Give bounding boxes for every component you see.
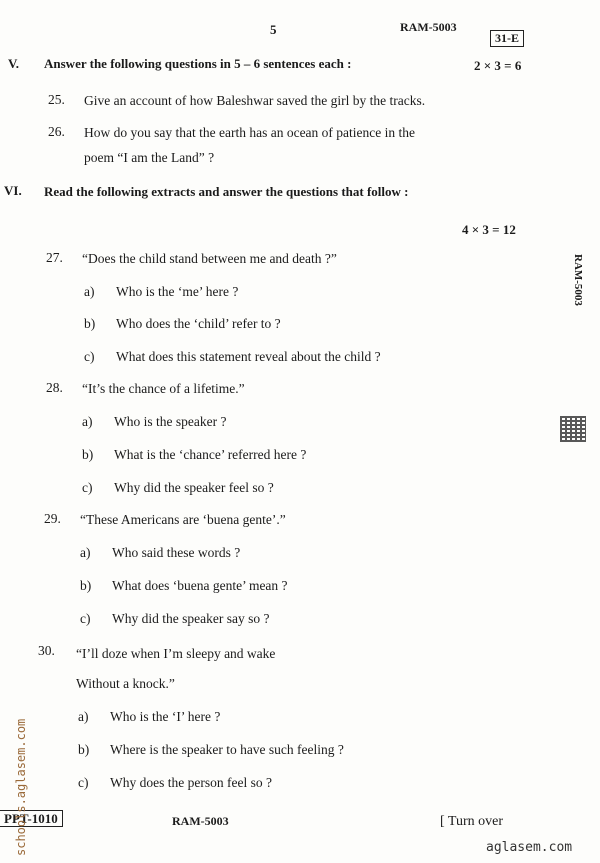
sub-label: c) bbox=[82, 480, 93, 495]
question-number: 30. bbox=[38, 643, 55, 658]
sub-label: a) bbox=[84, 284, 95, 299]
vertical-watermark: schools.aglasem.com bbox=[14, 718, 28, 856]
sub-question: Why does the person feel so ? bbox=[110, 775, 272, 790]
sub-label: a) bbox=[80, 545, 91, 560]
sub-label: c) bbox=[78, 775, 89, 790]
question-number: 29. bbox=[44, 511, 61, 526]
section-vi-marks: 4 × 3 = 12 bbox=[462, 222, 516, 237]
question-number: 27. bbox=[46, 250, 63, 265]
sub-question: Who is the speaker ? bbox=[114, 414, 227, 429]
sub-question: Who is the ‘me’ here ? bbox=[116, 284, 239, 299]
section-v-instruction: Answer the following questions in 5 – 6 sentences each : bbox=[44, 56, 352, 71]
sub-question: Who said these words ? bbox=[112, 545, 241, 560]
section-v-numeral: V. bbox=[8, 56, 19, 71]
sub-question: What does this statement reveal about the child ? bbox=[116, 349, 381, 364]
sub-question: Why did the speaker feel so ? bbox=[114, 480, 274, 495]
question-text: Give an account of how Baleshwar saved the girl by the tracks. bbox=[84, 93, 426, 108]
extract-text: “I’ll doze when I’m sleepy and wake bbox=[76, 646, 276, 661]
sub-question: What does ‘buena gente’ mean ? bbox=[112, 578, 288, 593]
extract-text: “Does the child stand between me and death ?” bbox=[82, 251, 337, 266]
sub-label: b) bbox=[82, 447, 94, 462]
sub-label: b) bbox=[78, 742, 90, 757]
extract-text-cont: Without a knock.” bbox=[76, 676, 175, 691]
side-paper-code: RAM-5003 bbox=[572, 254, 584, 306]
sub-label: a) bbox=[78, 709, 89, 724]
question-text-cont: poem “I am the Land” ? bbox=[84, 150, 215, 165]
section-vi-numeral: VI. bbox=[4, 183, 22, 198]
sub-question: Who is the ‘I’ here ? bbox=[110, 709, 221, 724]
sub-label: c) bbox=[80, 611, 91, 626]
footer-left-code: PPT-1010 bbox=[0, 810, 63, 827]
sub-label: c) bbox=[84, 349, 95, 364]
extract-text: “It’s the chance of a lifetime.” bbox=[82, 381, 245, 396]
version-box: 31-E bbox=[490, 30, 524, 47]
page-number: 5 bbox=[270, 22, 277, 37]
paper-code-header: RAM-5003 bbox=[400, 20, 457, 34]
footer-center-code: RAM-5003 bbox=[172, 814, 229, 828]
turn-over-note: [ Turn over bbox=[440, 814, 504, 829]
section-v-marks: 2 × 3 = 6 bbox=[474, 58, 522, 73]
question-number: 28. bbox=[46, 380, 63, 395]
question-number: 25. bbox=[48, 92, 65, 107]
bottom-watermark: aglasem.com bbox=[486, 840, 573, 855]
question-text: How do you say that the earth has an ocean of patience in the bbox=[84, 125, 416, 140]
sub-label: a) bbox=[82, 414, 93, 429]
sub-label: b) bbox=[84, 316, 96, 331]
extract-text: “These Americans are ‘buena gente’.” bbox=[80, 512, 286, 527]
qr-code-icon bbox=[560, 416, 586, 442]
sub-question: Why did the speaker say so ? bbox=[112, 611, 270, 626]
sub-question: Where is the speaker to have such feeling ? bbox=[110, 742, 344, 757]
sub-question: What is the ‘chance’ referred here ? bbox=[114, 447, 307, 462]
question-number: 26. bbox=[48, 124, 65, 139]
sub-question: Who does the ‘child’ refer to ? bbox=[116, 316, 281, 331]
sub-label: b) bbox=[80, 578, 92, 593]
section-vi-instruction: Read the following extracts and answer the questions that follow : bbox=[44, 184, 409, 199]
